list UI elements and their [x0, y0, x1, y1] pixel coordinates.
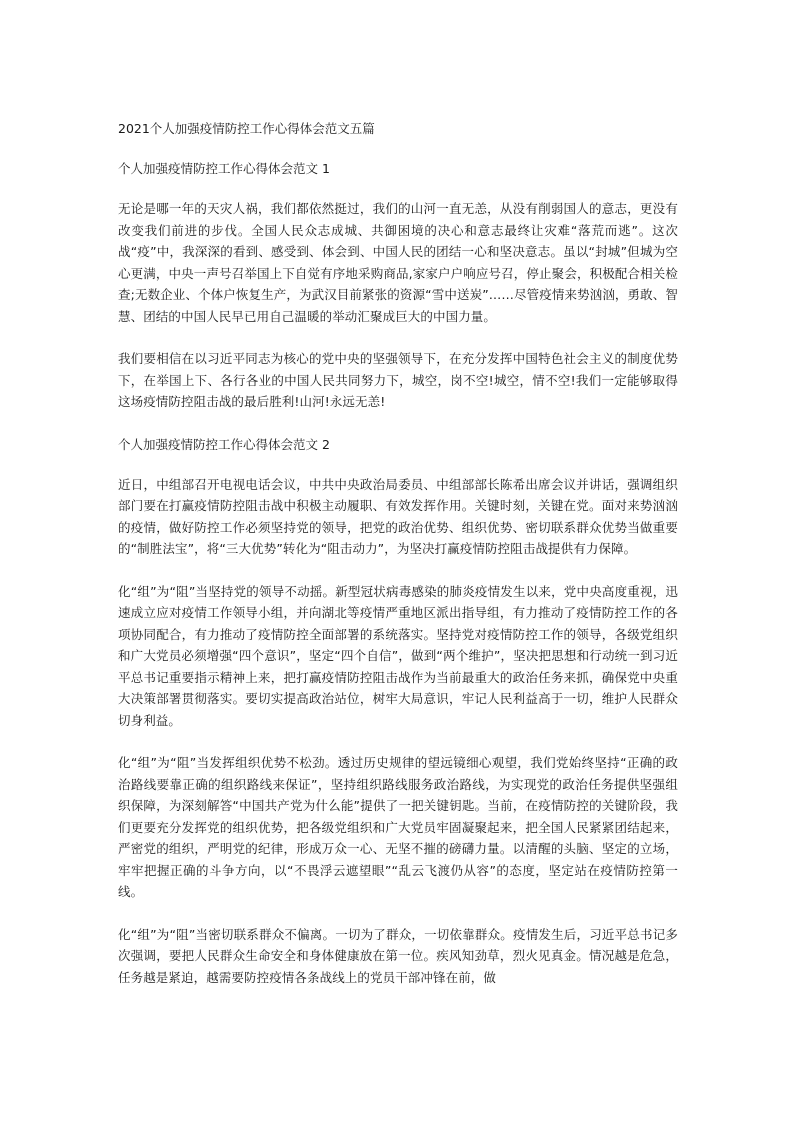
section-1-paragraph-1: 无论是哪一年的天灾人祸，我们都依然挺过，我们的山河一直无恙，从没有削弱国人的意志，更没有改变我们前进的步伐。全国人民众志成城、共御困境的决心和意志最终让灾难“落荒而逃”。这次战“疫”中，我深深的看到、感受到、体会到、中国人民的团结一心和坚决意志。虽以“封城”但城为空心更满，中央一声号召举国上下自觉有序地采购商品,家家户户响应号召，停止聚会，积极配合相关检查;无数企业、个体户恢复生产，为武汉目前紧张的资源“雪中送炭”……尽管疫情来势汹汹，勇敢、智慧、团结的中国人民早已用自己温暖的举动汇聚成巨大的中国力量。: [118, 201, 678, 324]
section-2-heading: 个人加强疫情防控工作心得体会范文 2: [118, 436, 330, 452]
document-title: 2021个人加强疫情防控工作心得体会范文五篇: [118, 121, 375, 136]
section-2-paragraph-1: 近日，中组部召开电视电话会议，中共中央政治局委员、中组部部长陈希出席会议并讲话，强调组织部门要在打赢疫情防控阻击战中积极主动履职、有效发挥作用。关键时刻，关键在党。面对来势汹汹的疫情，做好防控工作必须坚持党的领导，把党的政治优势、组织优势、密切联系群众优势当做重要的“制胜法宝”，将“三大优势”转化为“阻击动力”，为坚决打赢疫情防控阻击战提供有力保障。: [118, 476, 678, 556]
section-2-paragraph-3: 化“组”为“阻”当发挥组织优势不松劲。透过历史规律的望远镜细心观望，我们党始终坚持“正确的政治路线要靠正确的组织路线来保证”，坚持组织路线服务政治路线，为实现党的政治任务提供坚强组织保障，为深刻解答“中国共产党为什么能”提供了一把关键钥匙。当前，在疫情防控的关键阶段，我们更要充分发挥党的组织优势，把各级党组织和广大党员牢固凝聚起来，把全国人民紧紧团结起来，严密党的组织，严明党的纪律，形成万众一心、无坚不摧的磅礴力量。以清醒的头脑、坚定的立场，牢牢把握正确的斗争方向，以“不畏浮云遮望眼”“乱云飞渡仍从容”的态度，坚定站在疫情防控第一线。: [118, 755, 678, 899]
section-2-paragraph-2: 化“组”为“阻”当坚持党的领导不动摇。新型冠状病毒感染的肺炎疫情发生以来，党中央高度重视，迅速成立应对疫情工作领导小组，并向湖北等疫情严重地区派出指导组，有力推动了疫情防控工作的各项协同配合，有力推动了疫情防控全面部署的系统落实。坚持党对疫情防控工作的领导，各级党组织和广大党员必须增强“四个意识”，坚定“四个自信”，做到“两个维护”，坚决把思想和行动统一到习近平总书记重要指示精神上来，把打赢疫情防控阻击战作为当前最重大的政治任务来抓，确保党中央重大决策部署贯彻落实。要切实提高政治站位，树牢大局意识，牢记人民利益高于一切，维护人民群众切身利益。: [118, 583, 678, 728]
section-1-heading: 个人加强疫情防控工作心得体会范文 1: [118, 161, 330, 176]
document-page: [118, 118, 678, 1009]
section-2-paragraph-4: 化“组”为“阻”当密切联系群众不偏离。一切为了群众，一切依靠群众。疫情发生后，习近平总书记多次强调，要把人民群众生命安全和身体健康放在第一位。疾风知劲草，烈火见真金。情况越是危急，任务越是紧迫，越需要防控疫情各条战线上的党员干部冲锋在前，做: [118, 926, 678, 985]
section-1-paragraph-2: 我们要相信在以习近平同志为核心的党中央的坚强领导下，在充分发挥中国特色社会主义的制度优势下，在举国上下、各行各业的中国人民共同努力下，城空，岗不空!城空，情不空!我们一定能够取得这场疫情防控阻击战的最后胜利!山河!永远无恙!: [118, 351, 678, 409]
